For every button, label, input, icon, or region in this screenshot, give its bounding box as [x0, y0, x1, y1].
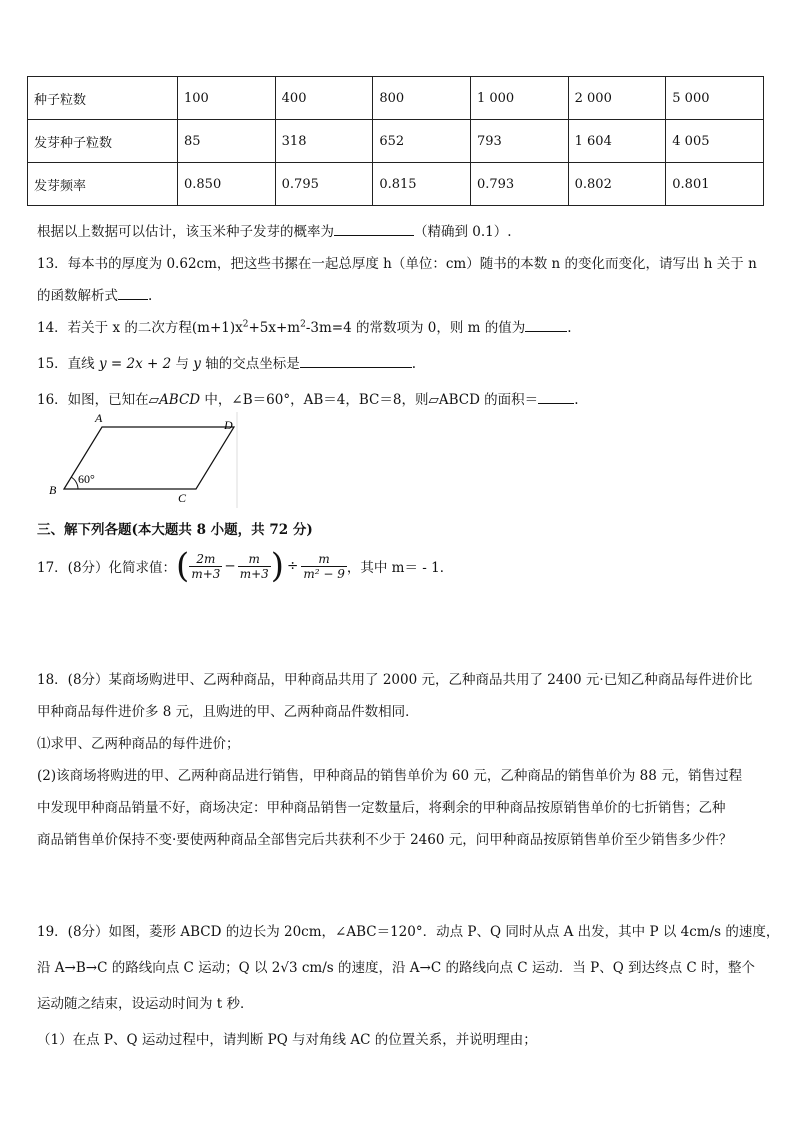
- table-row: [28, 120, 764, 163]
- q14: 14．若关于 x 的二次方程$(m+1)x^2+5x+m^2-3m=4$ 的常数项为 0，则 m 的值为 .: [37, 316, 572, 336]
- table-cell: 793: [470, 120, 568, 163]
- table-cell: 318: [275, 120, 373, 163]
- q18-line: 商品销售单价保持不变·要使两种商品全部售完后共获利不少于 2460 元，问甲种商品按原销售单价至少销售多少件？: [37, 832, 733, 848]
- table-row-header: 发芽种子粒数: [28, 120, 178, 163]
- table-cell: 100: [178, 77, 276, 120]
- vertex-label-b: B: [49, 483, 57, 497]
- table-cell: 0.815: [373, 163, 471, 206]
- table-cell: 5 000: [666, 77, 764, 120]
- q16: 16．如图，已知在▱ABCD 中，∠B＝60°，AB＝4，BC＝8，则▱ABCD 的面积＝ .: [37, 388, 578, 408]
- answer-blank: [334, 221, 414, 236]
- germination-table: [27, 76, 764, 206]
- q18-line: 18．(8分）某商场购进甲、乙两种商品，甲种商品共用了 2000 元，乙种商品共用了 2400 元·已知乙种商品每件进价比: [37, 672, 753, 688]
- q18-line: ⑴求甲、乙两种商品的每件进价；: [37, 736, 240, 752]
- answer-blank: [300, 353, 412, 368]
- table-cell: 0.801: [666, 163, 764, 206]
- q15: 15．直线 y = 2x + 2 与 y 轴的交点坐标是 .: [37, 352, 416, 372]
- section-heading: 三、解下列各题(本大题共 8 小题，共 72 分): [37, 522, 313, 538]
- vertex-label-d: D: [224, 418, 233, 432]
- fraction: $\frac{m}{m+3}$: [239, 551, 269, 581]
- q19-line: 19．(8分）如图，菱形 ABCD 的边长为 20cm，∠ABC＝120°．动点 P、Q 同时从点 A 出发，其中 P 以 4cm/s 的速度，: [37, 924, 780, 940]
- table-cell: 0.793: [470, 163, 568, 206]
- vertex-label-c: C: [178, 491, 187, 505]
- angle-label: 60°: [78, 472, 95, 486]
- table-cell: 1 000: [470, 77, 568, 120]
- table-cell: 400: [275, 77, 373, 120]
- q19-line: （1）在点 P、Q 运动过程中，请判断 PQ 与对角线 AC 的位置关系，并说明理由；: [37, 1032, 537, 1048]
- table-cell: 1 604: [568, 120, 666, 163]
- table-row: [28, 163, 764, 206]
- table-cell: 800: [373, 77, 471, 120]
- q18-line: (2)该商场将购进的甲、乙两种商品进行销售，甲种商品的销售单价为 60 元，乙种商品的销售单价为 88 元，销售过程: [37, 768, 743, 784]
- q19-line: 沿 A→B→C 的路线向点 C 运动；Q 以 2√3 cm/s 的速度，沿 A→C 的路线向点 C 运动．当 P、Q 到达终点 C 时，整个: [37, 960, 755, 976]
- q13-line2: 的函数解析式 .: [37, 284, 152, 304]
- table-cell: 4 005: [666, 120, 764, 163]
- table-row: [28, 77, 764, 120]
- table-cell: 85: [178, 120, 276, 163]
- q18-line: 中发现甲种商品销量不好，商场决定：甲种商品销售一定数量后，将剩余的甲种商品按原销售单价的七折销售；乙种: [37, 800, 726, 816]
- q18-line: 甲种商品每件进价多 8 元，且购进的甲、乙两种商品件数相同．: [37, 704, 419, 720]
- table-row-header: 种子粒数: [28, 77, 178, 120]
- angle-arc: [71, 477, 78, 489]
- table-cell: 652: [373, 120, 471, 163]
- table-cell: 2 000: [568, 77, 666, 120]
- table-cell: 0.795: [275, 163, 373, 206]
- fraction: $\frac{m}{\text{m² − 9}}$: [303, 551, 345, 581]
- answer-blank: [118, 285, 148, 300]
- q17: 17．(8分）化简求值： ( $\frac{2m}{m+3}$ − $\frac{m}{m+3}$ ) ÷ $\frac{m}{\text{m² − 9}}$ ，其中 m＝ - 1．: [37, 546, 454, 586]
- table-cell: 0.802: [568, 163, 666, 206]
- parallelogram-figure: [44, 412, 244, 508]
- answer-blank: [538, 389, 574, 404]
- fraction: $\frac{2m}{m+3}$: [191, 551, 221, 581]
- table-cell: 0.850: [178, 163, 276, 206]
- q19-line: 运动随之结束，设运动时间为 t 秒．: [37, 996, 254, 1012]
- answer-blank: [525, 317, 567, 332]
- table-row-header: 发芽频率: [28, 163, 178, 206]
- q12-conclusion: 根据以上数据可以估计，该玉米种子发芽的概率为 （精确到 0.1）.: [37, 220, 512, 240]
- q13-line1: 13．每本书的厚度为 0.62cm，把这些书摞在一起总厚度 h（单位：cm）随书的本数 n 的变化而变化，请写出 h 关于 n: [37, 256, 757, 272]
- vertex-label-a: A: [95, 412, 103, 425]
